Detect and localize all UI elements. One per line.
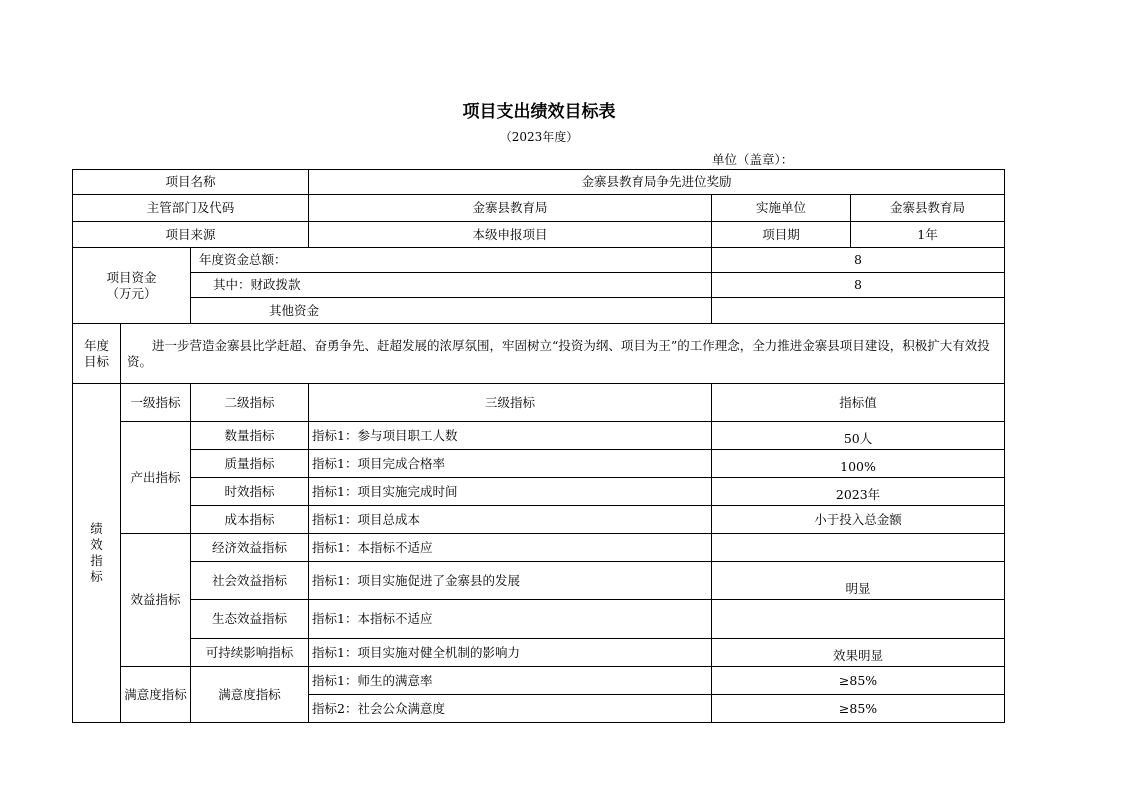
satisfaction-indicator-label: 满意度指标: [121, 667, 191, 723]
project-name-value: 金寨县教育局争先进位奖励: [309, 170, 1005, 195]
level3-cell: 指标1：项目完成合格率: [309, 450, 712, 478]
table-row: [73, 450, 1005, 478]
value-cell: 明显: [712, 562, 1005, 600]
value-cell: 2023年: [712, 478, 1005, 506]
row-annual-goal: [73, 324, 1005, 384]
page-title: 项目支出绩效目标表: [462, 102, 616, 122]
level2-cell: 数量指标: [191, 422, 309, 450]
project-name-label: 项目名称: [73, 170, 309, 195]
level3-cell: 指标1：本指标不适应: [309, 534, 712, 562]
level3-cell: 指标1：项目总成本: [309, 506, 712, 534]
impl-unit-value: 金寨县教育局: [851, 195, 1005, 222]
fiscal-year: （2023年度）: [499, 130, 579, 144]
level2-cell: 可持续影响指标: [191, 639, 309, 667]
level3-cell: 指标1：项目实施完成时间: [309, 478, 712, 506]
row-source: [73, 222, 1005, 248]
row-funds-fiscal: [73, 273, 1005, 298]
value-cell: [712, 600, 1005, 639]
row-project-name: [73, 170, 1005, 195]
value-cell: 50人: [712, 422, 1005, 450]
value-cell: ≥85%: [712, 667, 1005, 695]
table-row: [73, 422, 1005, 450]
table-row: [73, 534, 1005, 562]
impl-unit-label: 实施单位: [712, 195, 851, 222]
unit-seal-label: 单位（盖章）：: [712, 152, 794, 167]
value-cell: 100%: [712, 450, 1005, 478]
level2-cell: 时效指标: [191, 478, 309, 506]
perf-indicator-label: [73, 384, 121, 723]
header-level3: 三级指标: [309, 384, 712, 422]
table-row: [73, 506, 1005, 534]
perf-char: 效: [90, 537, 103, 552]
level3-cell: 指标1：项目实施对健全机制的影响力: [309, 639, 712, 667]
perf-char: 标: [90, 569, 103, 584]
funds-label-line1: 项目资金: [106, 269, 157, 285]
benefit-indicator-label: 效益指标: [121, 534, 191, 667]
level2-cell: 社会效益指标: [191, 562, 309, 600]
output-indicator-label: 产出指标: [121, 422, 191, 534]
value-cell: [712, 534, 1005, 562]
performance-target-table: [72, 169, 1005, 723]
funds-fiscal-value: 8: [712, 273, 1005, 298]
value-cell: 小于投入总金额: [712, 506, 1005, 534]
header-value: 指标值: [712, 384, 1005, 422]
goal-label: [73, 324, 121, 384]
funds-label: [73, 248, 191, 324]
table-row: [73, 478, 1005, 506]
period-value: 1年: [851, 222, 1005, 248]
source-value: 本级申报项目: [309, 222, 712, 248]
goal-text: 进一步营造金寨县比学赶超、奋勇争先、赶超发展的浓厚氛围，牢固树立“投资为纲、项目为王”的工作理念，全力推进金寨县项目建设，积极扩大有效投资。: [121, 324, 1005, 384]
perf-char: 指: [90, 553, 103, 568]
level3-cell: 指标2：社会公众满意度: [309, 695, 712, 723]
row-funds-total: [73, 248, 1005, 273]
funds-label-line2: （万元）: [106, 285, 157, 301]
funds-total-label: 年度资金总额：: [191, 248, 712, 273]
funds-other-value: [712, 298, 1005, 324]
table-row: [73, 600, 1005, 639]
level2-cell: 成本指标: [191, 506, 309, 534]
level2-cell: 满意度指标: [191, 667, 309, 723]
table-row: [73, 667, 1005, 695]
table-row: [73, 562, 1005, 600]
level2-cell: 经济效益指标: [191, 534, 309, 562]
row-department: [73, 195, 1005, 222]
level3-cell: 指标1：本指标不适应: [309, 600, 712, 639]
level3-cell: 指标1：项目实施促进了金寨县的发展: [309, 562, 712, 600]
dept-value: 金寨县教育局: [309, 195, 712, 222]
level3-cell: 指标1：师生的满意率: [309, 667, 712, 695]
level3-cell: 指标1：参与项目职工人数: [309, 422, 712, 450]
perf-char: 绩: [90, 521, 103, 536]
funds-fiscal-label: 其中：财政拨款: [191, 273, 712, 298]
goal-label-line1: 年度: [83, 337, 109, 353]
period-label: 项目期: [712, 222, 851, 248]
source-label: 项目来源: [73, 222, 309, 248]
row-indicator-header: [73, 384, 1005, 422]
row-funds-other: [73, 298, 1005, 324]
dept-label: 主管部门及代码: [73, 195, 309, 222]
level2-cell: 质量指标: [191, 450, 309, 478]
level2-cell: 生态效益指标: [191, 600, 309, 639]
value-cell: 效果明显: [712, 639, 1005, 667]
header-level1: 一级指标: [121, 384, 191, 422]
header-level2: 二级指标: [191, 384, 309, 422]
value-cell: ≥85%: [712, 695, 1005, 723]
table-row: [73, 639, 1005, 667]
goal-label-line2: 目标: [83, 353, 109, 369]
funds-total-value: 8: [712, 248, 1005, 273]
funds-other-label: 其他资金: [191, 298, 712, 324]
